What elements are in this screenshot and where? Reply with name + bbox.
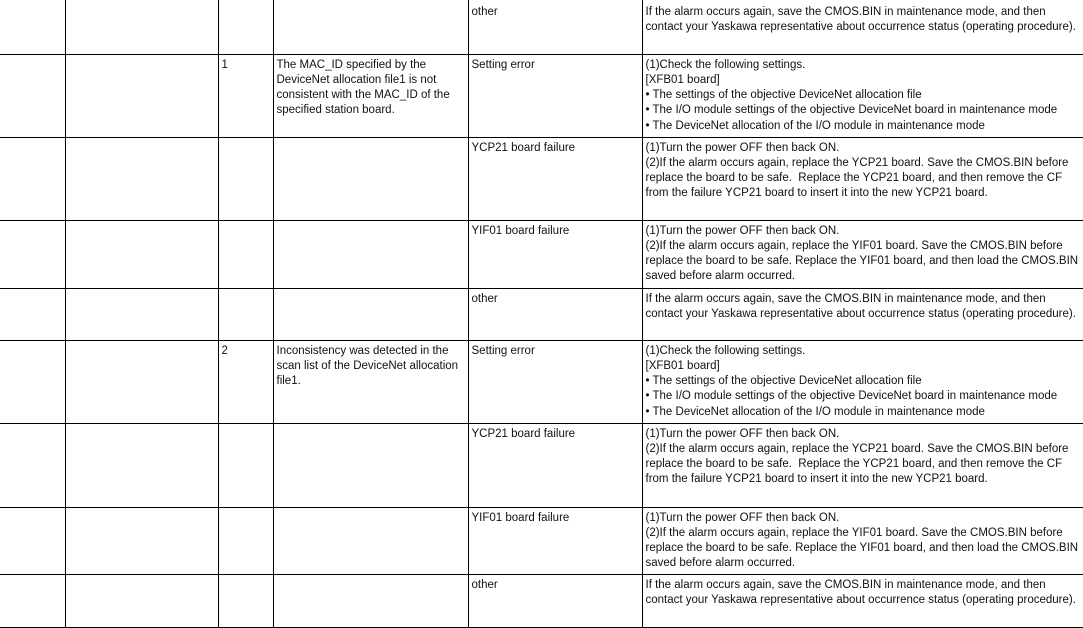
sub-code-cell	[218, 574, 273, 627]
alarm-code-cell	[0, 574, 65, 627]
cause-cell: YCP21 board failure	[468, 137, 642, 220]
table-row	[0, 0, 1083, 54]
remedy-line: • The I/O module settings of the objective DeviceNet board in maintenance mode	[645, 104, 1058, 117]
remedy-line: (1)Turn the power OFF then back ON.	[645, 224, 840, 237]
sub-code-cell: 2	[218, 340, 273, 423]
alarm-code-cell	[0, 54, 65, 137]
remedy-line: (1)Turn the power OFF then back ON.	[645, 511, 840, 524]
remedy-line: (2)If the alarm occurs again, replace the YCP21 board. Save the CMOS.BIN before replace the board to be safe. Replace the YCP21 board, and then remove the CF from the failure YCP21 board to insert it into the new YCP21 board.	[645, 156, 1072, 200]
alarm-message-cell	[65, 54, 218, 137]
remedy-line: • The DeviceNet allocation of the I/O module in maintenance mode	[645, 119, 985, 132]
sub-code-cell	[218, 137, 273, 220]
table-row	[0, 507, 1083, 574]
table-row	[0, 54, 1083, 137]
meaning-cell	[273, 288, 468, 340]
remedy-line: • The I/O module settings of the objective DeviceNet board in maintenance mode	[645, 390, 1058, 403]
remedy-cell	[642, 288, 1083, 340]
remedy-line: If the alarm occurs again, save the CMOS.BIN in maintenance mode, and then contact your Yaskawa representative about occurrence status (operating procedure).	[645, 292, 1076, 320]
sub-code-cell	[218, 423, 273, 507]
alarm-message-cell	[65, 220, 218, 288]
meaning-cell	[273, 574, 468, 627]
alarm-message-cell	[65, 574, 218, 627]
alarm-message-cell	[65, 0, 218, 54]
alarm-code-cell	[0, 137, 65, 220]
remedy-cell	[642, 137, 1083, 220]
sub-code-cell	[218, 507, 273, 574]
cause-cell: other	[468, 574, 642, 627]
remedy-cell	[642, 507, 1083, 574]
alarm-message-cell	[65, 507, 218, 574]
cause-cell: YIF01 board failure	[468, 507, 642, 574]
alarm-code-cell	[0, 423, 65, 507]
table-row	[0, 220, 1083, 288]
remedy-line: • The DeviceNet allocation of the I/O module in maintenance mode	[645, 405, 985, 418]
alarm-message-cell	[65, 423, 218, 507]
cause-cell: other	[468, 288, 642, 340]
remedy-line: (2)If the alarm occurs again, replace the YIF01 board. Save the CMOS.BIN before replace the board to be safe. Replace the YIF01 board, and then load the CMOS.BIN saved before alarm occurred.	[645, 239, 1082, 283]
table-row	[0, 137, 1083, 220]
remedy-line: [XFB01 board]	[645, 73, 720, 86]
table-row	[0, 574, 1083, 627]
remedy-line: (2)If the alarm occurs again, replace the YIF01 board. Save the CMOS.BIN before replace the board to be safe. Replace the YIF01 board, and then load the CMOS.BIN saved before alarm occurred.	[645, 526, 1082, 570]
remedy-cell	[642, 54, 1083, 137]
remedy-cell	[642, 574, 1083, 627]
remedy-cell	[642, 340, 1083, 423]
table-row	[0, 288, 1083, 340]
meaning-cell	[273, 507, 468, 574]
cause-cell: YCP21 board failure	[468, 423, 642, 507]
remedy-cell	[642, 423, 1083, 507]
meaning-cell	[273, 423, 468, 507]
meaning-cell	[273, 220, 468, 288]
sub-code-cell	[218, 288, 273, 340]
cause-cell: Setting error	[468, 54, 642, 137]
remedy-line: (1)Turn the power OFF then back ON.	[645, 141, 840, 154]
remedy-line: (1)Check the following settings.	[645, 58, 806, 71]
alarm-message-cell	[65, 288, 218, 340]
remedy-line: (1)Check the following settings.	[645, 344, 806, 357]
remedy-line: If the alarm occurs again, save the CMOS.BIN in maintenance mode, and then contact your Yaskawa representative about occurrence status (operating procedure).	[645, 578, 1076, 606]
meaning-cell	[273, 0, 468, 54]
remedy-line: [XFB01 board]	[645, 359, 720, 372]
remedy-cell	[642, 220, 1083, 288]
alarm-code-cell	[0, 340, 65, 423]
cause-cell: other	[468, 0, 642, 54]
remedy-line: If the alarm occurs again, save the CMOS.BIN in maintenance mode, and then contact your Yaskawa representative about occurrence status (operating procedure).	[645, 6, 1076, 34]
alarm-message-cell	[65, 137, 218, 220]
sub-code-cell	[218, 0, 273, 54]
table-row	[0, 340, 1083, 423]
remedy-cell	[642, 0, 1083, 54]
remedy-line: • The settings of the objective DeviceNet allocation file	[645, 375, 922, 388]
sub-code-cell: 1	[218, 54, 273, 137]
table-row	[0, 423, 1083, 507]
sub-code-cell	[218, 220, 273, 288]
alarm-code-cell	[0, 288, 65, 340]
alarm-code-cell	[0, 507, 65, 574]
alarm-message-cell	[65, 340, 218, 423]
meaning-cell: The MAC_ID specified by the DeviceNet allocation file1 is not consistent with the MAC_ID of the specified station board.	[273, 54, 468, 137]
cause-cell: Setting error	[468, 340, 642, 423]
alarm-code-cell	[0, 0, 65, 54]
cause-cell: YIF01 board failure	[468, 220, 642, 288]
meaning-cell	[273, 137, 468, 220]
remedy-line: (1)Turn the power OFF then back ON.	[645, 427, 840, 440]
meaning-cell: Inconsistency was detected in the scan list of the DeviceNet allocation file1.	[273, 340, 468, 423]
remedy-line: (2)If the alarm occurs again, replace the YCP21 board. Save the CMOS.BIN before replace the board to be safe. Replace the YCP21 board, and then remove the CF from the failure YCP21 board to insert it into the new YCP21 board.	[645, 442, 1072, 486]
alarm-code-cell	[0, 220, 65, 288]
remedy-line: • The settings of the objective DeviceNet allocation file	[645, 89, 922, 102]
